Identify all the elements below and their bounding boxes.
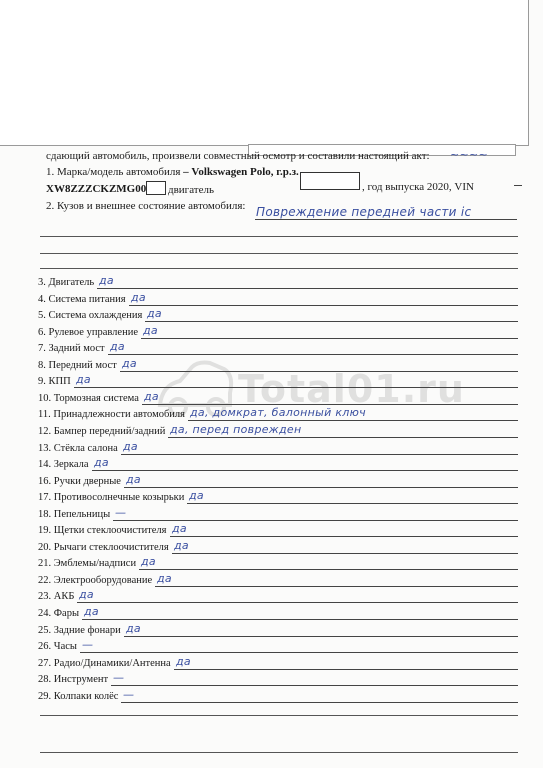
row-value: да, домкрат, балонный ключ [190,406,366,420]
row-value: да [126,621,141,635]
row-underline [108,354,518,355]
row-underline [142,404,518,405]
row-value: — [82,638,94,652]
row-value: да [122,356,137,370]
vin-value: XW8ZZZCKZMG00 [46,183,147,195]
row-value: да [79,588,94,602]
row-value: да [131,290,146,304]
row-underline [80,652,518,653]
header-handwriting: ~~~~ [450,148,489,161]
row-label: 6. Рулевое управление [38,326,138,338]
row-label: 26. Часы [38,641,77,653]
row-underline [121,702,518,703]
row-value: да [141,555,156,569]
blank-line-3 [40,268,518,269]
row-label: 10. Тормозная система [38,392,139,404]
row-value: да [157,571,172,585]
row-underline [129,305,518,306]
row-value: да, перед поврежден [170,422,302,436]
row-underline [111,685,518,686]
row-value: да [143,323,158,337]
row-label: 17. Противосолнечные козырьки [38,492,185,504]
row-value: да [172,522,187,536]
row-label: 14. Зеркала [38,459,89,471]
vin-box [146,181,166,195]
row-label: 16. Ручки дверные [38,475,121,487]
row-value: да [126,472,141,486]
row-underline [97,288,518,289]
row-underline [74,387,518,388]
row-underline [121,454,518,455]
item2-handwritten: Повреждение передней части ic [256,205,472,219]
row-label: 27. Радио/Динамики/Антенна [38,657,171,669]
row-value: да [123,439,138,453]
row-value: да [76,373,91,387]
row-underline [155,586,518,587]
row-label: 29. Колпаки колёс [38,690,119,702]
engine-label: двигатель [168,184,214,196]
row-underline [77,602,518,603]
row-value: да [94,456,109,470]
row-underline [124,487,518,488]
row-label: 19. Щетки стеклоочистителя [38,525,167,537]
row-label: 20. Рычаги стеклоочистителя [38,541,169,553]
bottom-line-2 [40,752,518,753]
row-underline [188,420,518,421]
item2-underline [255,219,517,220]
row-value: да [99,274,114,287]
row-label: 18. Пепельницы [38,508,111,520]
bottom-line-1 [40,715,518,716]
row-label: 23. АКБ [38,591,75,603]
row-underline [174,669,518,670]
row-underline [168,437,518,438]
row-underline [170,536,518,537]
row-label: 4. Система питания [38,293,126,305]
blank-line-1 [40,236,518,237]
row-label: 24. Фары [38,608,80,619]
item1-label: 1. Марка/модель автомобиля [46,166,184,178]
row-underline [124,636,518,637]
corner-mark [514,185,522,186]
row-label: 11. Принадлежности автомобиля [38,409,185,421]
row-value: да [174,538,189,552]
row-underline [141,338,518,339]
row-value: да [144,389,159,403]
redacted-header [0,0,529,146]
row-value: — [115,505,127,519]
row-value: — [123,687,135,701]
row-label: 21. Эмблемы/надписи [38,558,137,570]
item1-model: – Volkswagen Polo, г.р.з. [183,166,299,178]
row-label: 13. Стёкла салона [38,442,118,454]
row-underline [139,569,518,570]
item2-label: 2. Кузов и внешнее состояние автомобиля: [46,200,246,212]
row-label: 22. Электрооборудование [38,574,153,586]
row-label: 7. Задний мост [38,343,105,355]
row-underline [113,520,518,521]
row-value: да [176,654,191,668]
item1-year: , год выпуска 2020, VIN [362,181,474,193]
row-value: — [113,671,125,685]
row-label: 8. Передний мост [38,359,117,371]
plate-box [300,172,360,190]
row-underline [145,321,518,322]
row-label: 9. КПП [38,376,71,388]
row-value: да [147,307,162,321]
row-value: да [110,340,125,354]
item1-line [46,166,299,179]
row-underline [172,553,518,554]
row-label: 25. Задние фонари [38,624,121,636]
row-label: 3. Двигатель [38,277,95,288]
row-value: да [84,605,99,618]
intro-line: сдающий автомобиль, произвели совместный осмотр и составили настоящий акт: [46,150,430,162]
watermark-text: Total01.ru [238,367,465,411]
blank-line-2 [40,253,518,254]
row-underline [92,470,518,471]
row-underline [82,619,518,620]
row-value: да [189,489,204,503]
row-label: 28. Инструмент [38,674,109,686]
row-underline [120,371,518,372]
row-label: 5. Система охлаждения [38,310,143,322]
row-label: 12. Бампер передний/задний [38,425,166,437]
row-underline [187,503,518,504]
